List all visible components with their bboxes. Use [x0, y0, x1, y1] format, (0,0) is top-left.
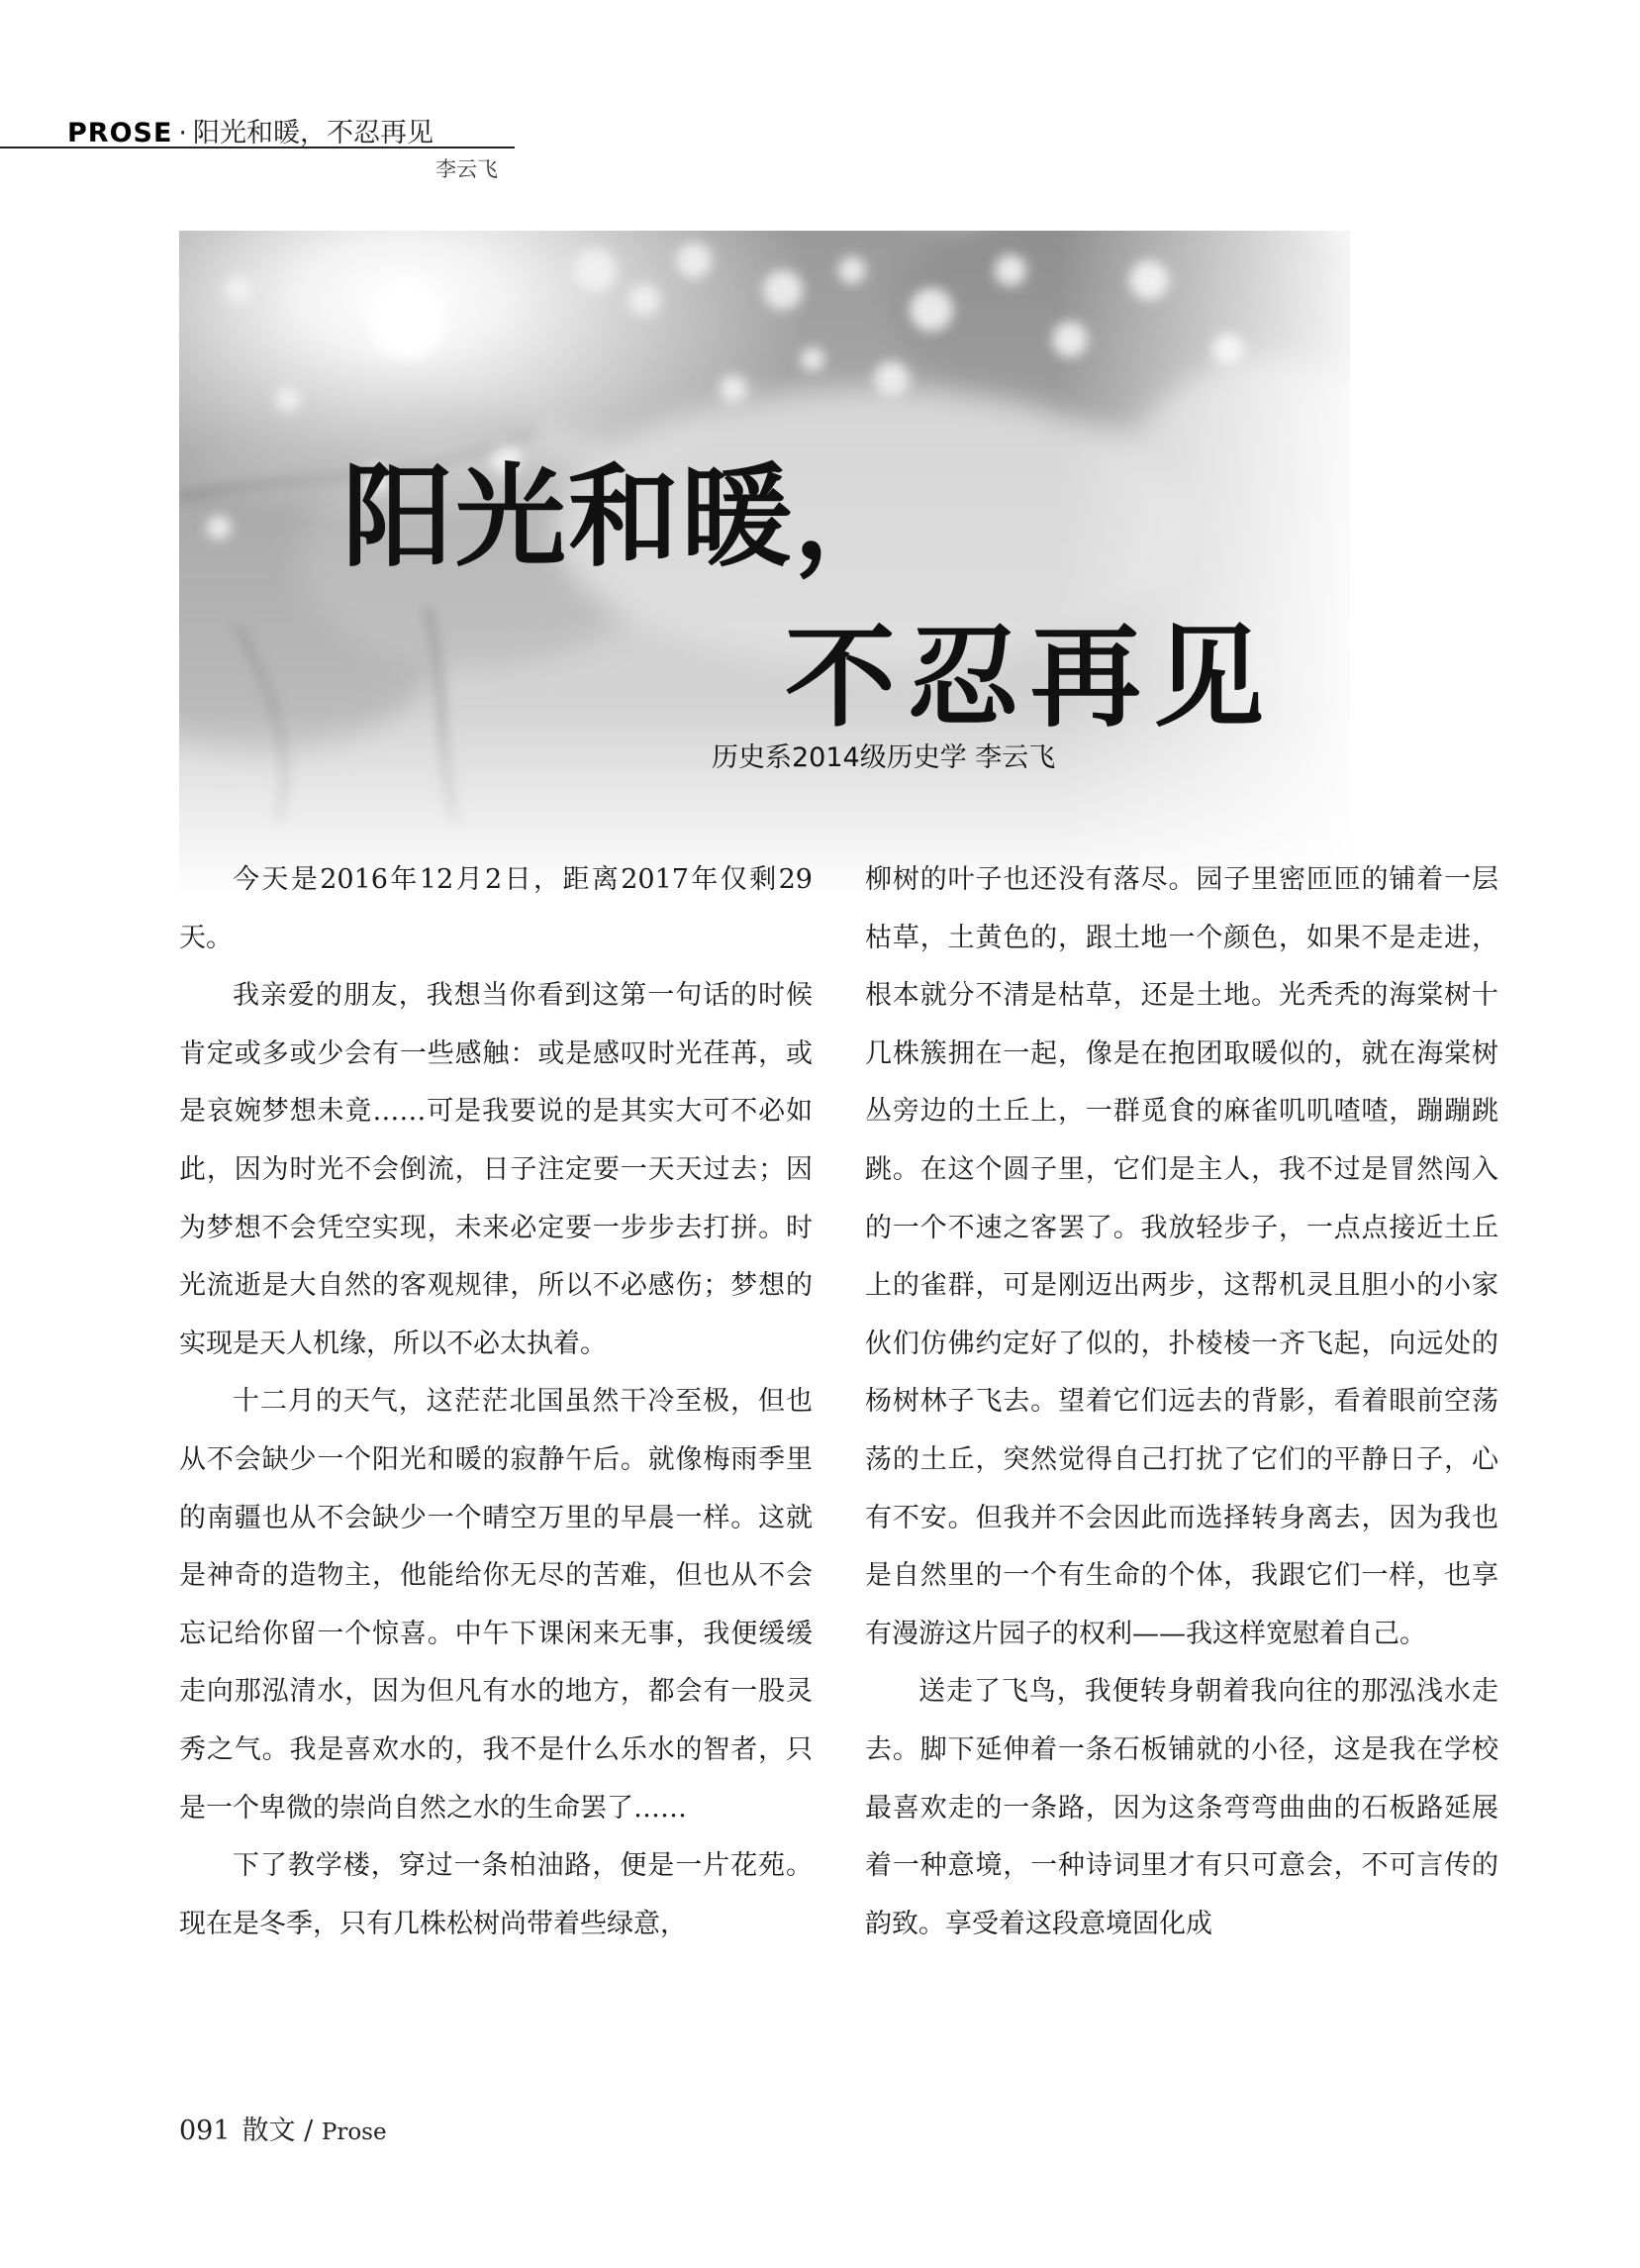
page-footer — [179, 2109, 387, 2147]
running-head — [67, 111, 434, 149]
paragraph: 下了教学楼，穿过一条柏油路，便是一片花苑。现在是冬季，只有几株松树尚带着些绿意， — [179, 1850, 813, 1939]
hero-banner — [179, 231, 1350, 894]
running-title: 阳光和暖，不忍再见 — [193, 118, 434, 148]
section-label: PROSE — [67, 118, 173, 148]
paragraph: 十二月的天气，这茫茫北国虽然干冷至极，但也从不会缺少一个阳光和暖的寂静午后。就像梅雨季里的南疆也从不会缺少一个晴空万里的早晨一样。这就是神奇的造物主，他能给你无尽的苦难，但也从不会忘记给你留一个惊喜。中午下课闲来无事，我便缓缓走向那泓清水，因为但凡有水的地方，都会有一股灵秀之气。我是喜欢水的，我不是什么乐水的智者，只是一个卑微的崇尚自然之水的生命罢了…… — [179, 1386, 813, 1824]
magazine-name-en: Prose — [321, 2120, 387, 2145]
page-number: 091 — [179, 2116, 231, 2146]
right-column — [865, 851, 1498, 1953]
paragraph: 今天是2016年12月2日，距离2017年仅剩29天。 — [179, 864, 813, 953]
running-author: 李云飞 — [435, 157, 498, 181]
title-line-2: 不忍再见 — [785, 614, 1276, 742]
title-line-1: 阳光和暖， — [342, 453, 907, 582]
left-column — [179, 851, 813, 1953]
magazine-name-cn: 散文 — [241, 2116, 296, 2146]
paragraph: 送走了飞鸟，我便转身朝着我向往的那泓浅水走去。脚下延伸着一条石板铺就的小径，这是我在学校最喜欢走的一条路，因为这条弯弯曲曲的石板路延展着一种意境，一种诗词里才有只可意会，不可言传的韵致。享受着这段意境固化成 — [865, 1676, 1498, 1939]
separator-dot: · — [178, 118, 188, 148]
author-byline: 历史系2014级历史学 李云飞 — [712, 742, 1056, 773]
paragraph-continued: 柳树的叶子也还没有落尽。园子里密匝匝的铺着一层枯草，土黄色的，跟土地一个颜色，如果不是走进，根本就分不清是枯草，还是土地。光秃秃的海棠树十几株簇拥在一起，像是在抱团取暖似的，就在海棠树丛旁边的土丘上，一群觅食的麻雀叽叽喳喳，蹦蹦跳跳。在这个圆子里，它们是主人，我不过是冒然闯入的一个不速之客罢了。我放轻步子，一点点接近土丘上的雀群，可是刚迈出两步，这帮机灵且胆小的小家伙们仿佛约定好了似的，扑棱棱一齐飞起，向远处的杨树林子飞去。望着它们远去的背影，看着眼前空荡荡的土丘，突然觉得自己打扰了它们的平静日子，心有不安。但我并不会因此而选择转身离去，因为我也是自然里的一个有生命的个体，我跟它们一样，也享有漫游这片园子的权利——我这样宽慰着自己。 — [865, 864, 1498, 1649]
paragraph: 我亲爱的朋友，我想当你看到这第一句话的时候肯定或多或少会有一些感触：或是感叹时光荏苒，或是哀婉梦想未竟……可是我要说的是其实大可不必如此，因为时光不会倒流，日子注定要一天天过去；因为梦想不会凭空实现，未来必定要一步步去打拼。时光流逝是大自然的客观规律，所以不必感伤；梦想的实现是天人机缘，所以不必太执着。 — [179, 980, 813, 1359]
footer-slash: / — [304, 2116, 314, 2146]
